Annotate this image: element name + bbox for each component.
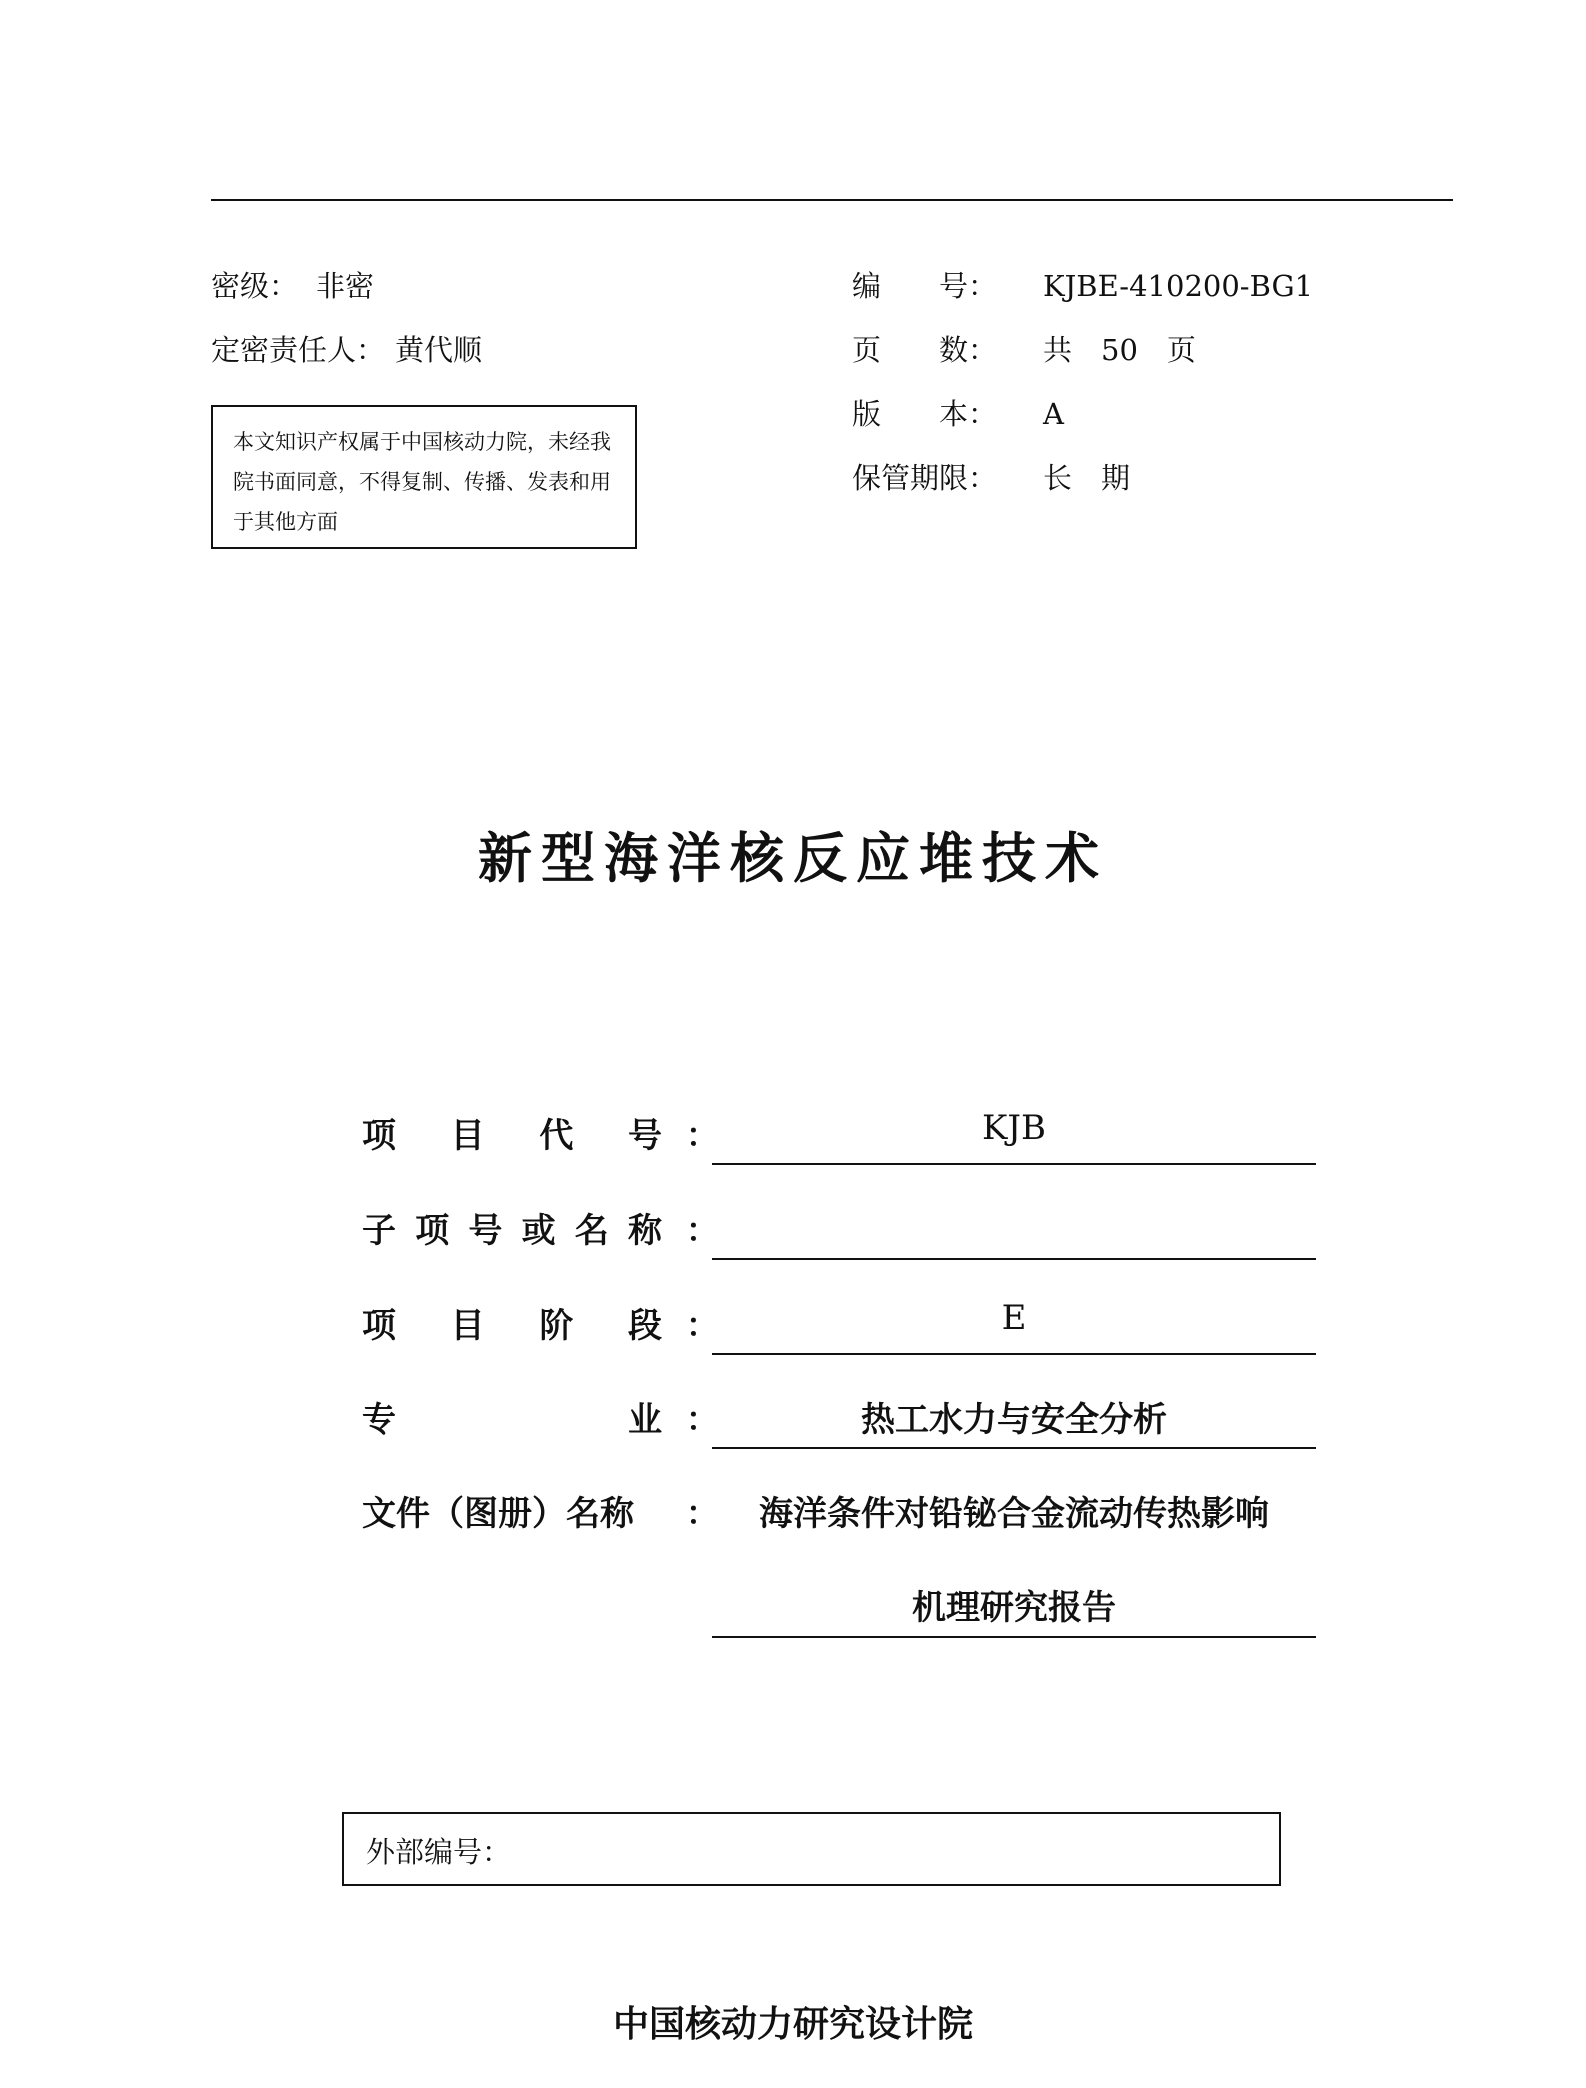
responsible-label: 定密责任人： bbox=[211, 333, 386, 367]
external-number-box bbox=[342, 1812, 1281, 1886]
classification-responsible bbox=[211, 332, 482, 368]
document-name-value-line2: 机理研究报告 bbox=[912, 1588, 1116, 1628]
specialty-value: 热工水力与安全分析 bbox=[861, 1400, 1167, 1440]
document-title: 新型海洋核反应堆技术 bbox=[478, 827, 1108, 890]
stage-underline bbox=[712, 1353, 1316, 1355]
version-label: 版 本： bbox=[852, 397, 998, 431]
document-name-underline bbox=[712, 1636, 1316, 1638]
colon: ： bbox=[686, 1494, 719, 1532]
subproject-label: 子 项 号 或 名 称 bbox=[362, 1211, 662, 1251]
specialty-label: 专 业 bbox=[362, 1400, 662, 1440]
page-count bbox=[852, 332, 997, 368]
retention-period bbox=[852, 460, 997, 496]
document-name-value-line1: 海洋条件对铅铋合金流动传热影响 bbox=[759, 1494, 1269, 1534]
colon: ： bbox=[686, 1306, 719, 1344]
stage-label: 项 目 阶 段 bbox=[362, 1306, 662, 1346]
document-number bbox=[852, 268, 997, 304]
project-code-underline bbox=[712, 1163, 1316, 1165]
page-count-value: 共 50 页 bbox=[1043, 333, 1196, 367]
stage-value: E bbox=[1001, 1298, 1027, 1338]
classification-label: 密级： bbox=[211, 269, 299, 303]
top-rule bbox=[211, 199, 1453, 201]
colon: ： bbox=[686, 1400, 719, 1438]
colon: ： bbox=[686, 1211, 719, 1249]
colon: ： bbox=[686, 1116, 719, 1154]
classification-value: 非密 bbox=[316, 269, 375, 303]
pages-label: 页 数： bbox=[852, 333, 998, 367]
document-name-label: 文件（图册）名称 bbox=[362, 1494, 634, 1534]
retention-value: 长 期 bbox=[1043, 461, 1131, 495]
responsible-value: 黄代顺 bbox=[395, 333, 483, 367]
retention-label: 保管期限： bbox=[852, 461, 998, 495]
number-label: 编 号： bbox=[852, 269, 998, 303]
classification bbox=[211, 268, 374, 304]
specialty-underline bbox=[712, 1447, 1316, 1449]
project-code-value: KJB bbox=[981, 1108, 1046, 1148]
project-code-label: 项 目 代 号 bbox=[362, 1116, 662, 1156]
subproject-underline bbox=[712, 1258, 1316, 1260]
external-number-label: 外部编号： bbox=[366, 1835, 512, 1869]
institute-name: 中国核动力研究设计院 bbox=[612, 2003, 973, 2045]
version-value: A bbox=[1043, 397, 1064, 431]
version bbox=[852, 396, 997, 432]
ip-notice-box bbox=[211, 405, 637, 549]
ip-notice-text: 本文知识产权属于中国核动力院，未经我院书面同意，不得复制、传播、发表和用于其他方面 bbox=[233, 430, 611, 534]
document-number-value: KJBE-410200-BG1 bbox=[1043, 269, 1314, 303]
